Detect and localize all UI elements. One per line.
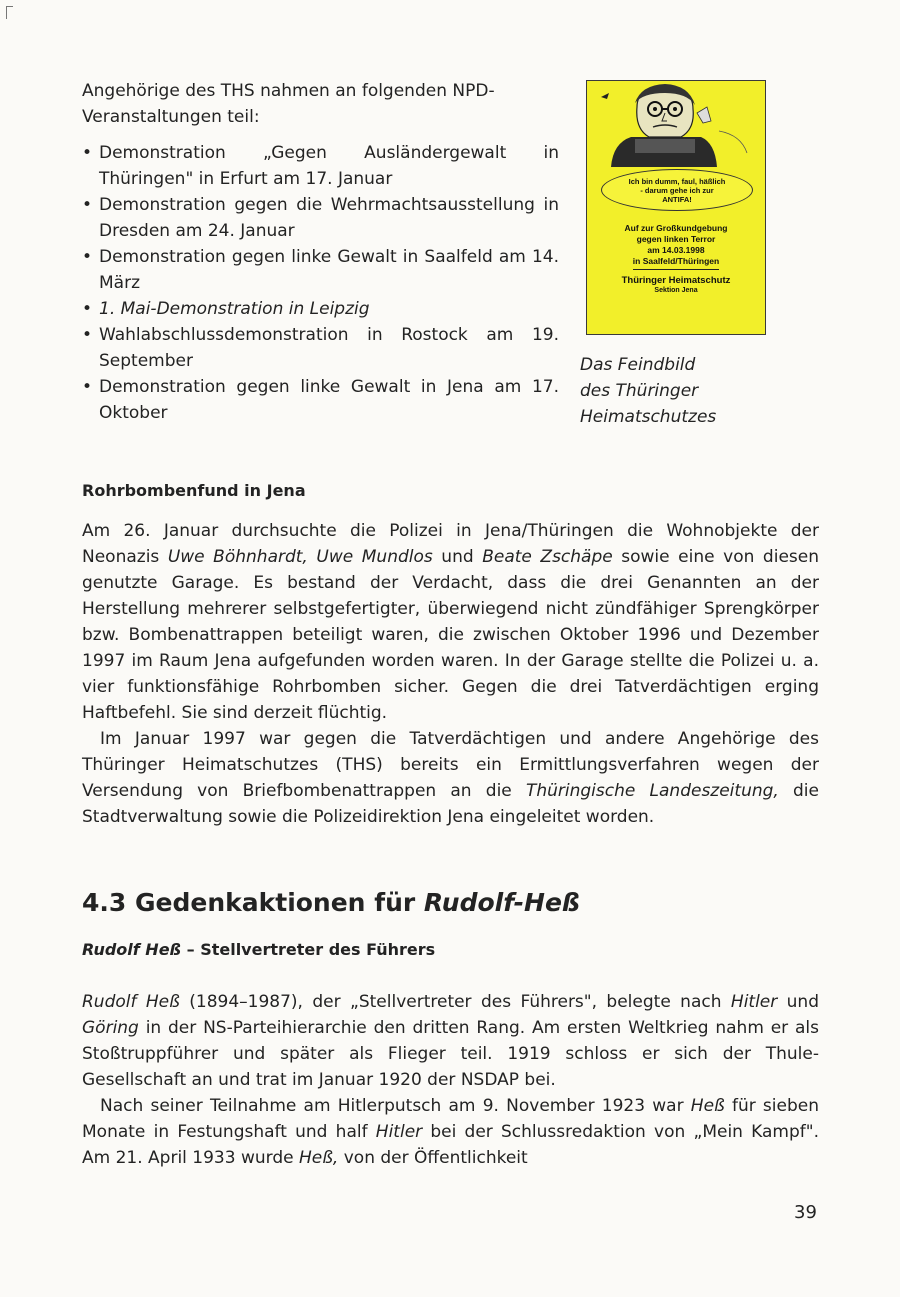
flyer-line: gegen linken Terror	[636, 234, 716, 244]
flyer-line: Auf zur Großkundgebung	[624, 223, 728, 233]
chapter-heading: 4.3 Gedenkaktionen für Rudolf-Heß	[82, 888, 580, 917]
flyer-org: Thüringer Heimatschutz	[621, 275, 731, 286]
body-text-section-1	[82, 518, 819, 830]
intro-text: Angehörige des THS nahmen an folgenden NPD-Veranstaltungen teil:	[82, 81, 495, 127]
list-item: • Demonstration gegen die Wehrmachtsausstellung in Dresden am 24. Januar	[82, 192, 559, 244]
flyer-section: Sektion Jena	[654, 287, 698, 294]
list-item: • Demonstration „Gegen Ausländergewalt in Thüringen" in Erfurt am 17. Januar	[82, 140, 559, 192]
list-item: • 1. Mai-Demonstration in Leipzig	[82, 296, 559, 322]
flyer-line: in Saalfeld/Thüringen	[633, 256, 719, 270]
section-heading: Rohrbombenfund in Jena	[82, 481, 306, 500]
flyer-image	[586, 80, 766, 335]
flyer-line: am 14.03.1998	[647, 245, 705, 255]
list-item: • Wahlabschlussdemonstration in Rostock am 19. September	[82, 322, 559, 374]
crop-mark	[6, 6, 13, 19]
body-text-section-2	[82, 989, 819, 1171]
paragraph: Im Januar 1997 war gegen die Tatverdächtigen und andere Angehörige des Thüringer Heimatschutzes (THS) bereits ein Ermittlungsverfahren wegen der Versendung von Briefbombenattrappen an die Thüringische Landeszeitung, die Stadtverwaltung sowie die Polizeidirektion Jena eingeleitet worden.	[82, 729, 819, 827]
paragraph: Rudolf Heß (1894–1987), der „Stellvertreter des Führers", belegte nach Hitler und Göring in der NS-Parteihierarchie den dritten Rang. Am ersten Weltkrieg nahm er als Stoßtruppführer und später als Flieger teil. 1919 schloss er sich der Thule-Gesellschaft an und trat im Januar 1920 der NSDAP bei.	[82, 992, 819, 1090]
flyer-event-text	[595, 223, 757, 295]
caricature-illustration	[591, 83, 761, 169]
speech-bubble	[601, 169, 753, 211]
paragraph: Am 26. Januar durchsuchte die Polizei in Jena/Thüringen die Wohnobjekte der Neonazis Uwe Böhnhardt, Uwe Mundlos und Beate Zschäpe sowie eine von diesen genutzte Garage. Es bestand der Verdacht, dass die drei Genannten an der Herstellung mehrerer selbstgefertigter, überwiegend nicht zündfähiger Sprengkörper bzw. Bombenattrappen beteiligt waren, die zwischen Oktober 1996 und Dezember 1997 im Raum Jena aufgefunden worden waren. In der Garage stellte die Polizei u. a. vier funktionsfähige Rohrbomben sicher. Gegen die drei Tatverdächtigen erging Haftbefehl. Sie sind derzeit flüchtig.	[82, 521, 819, 723]
speech-text: Ich bin dumm, faul, häßlich - darum gehe ich zur ANTIFA!	[628, 176, 726, 204]
event-list-block	[82, 78, 559, 426]
event-list	[82, 140, 559, 426]
subsection-heading: Rudolf Heß – Stellvertreter des Führers	[82, 940, 436, 959]
paragraph: Nach seiner Teilnahme am Hitlerputsch am 9. November 1923 war Heß für sieben Monate in Festungshaft und half Hitler bei der Schlussredaktion von „Mein Kampf". Am 21. April 1933 wurde Heß, von der Öffentlichkeit	[82, 1096, 819, 1168]
list-item: • Demonstration gegen linke Gewalt in Jena am 17. Oktober	[82, 374, 559, 426]
image-caption: Das Feindbild des Thüringer Heimatschutzes	[580, 355, 717, 427]
page-number: 39	[794, 1202, 817, 1223]
list-item: • Demonstration gegen linke Gewalt in Saalfeld am 14. März	[82, 244, 559, 296]
